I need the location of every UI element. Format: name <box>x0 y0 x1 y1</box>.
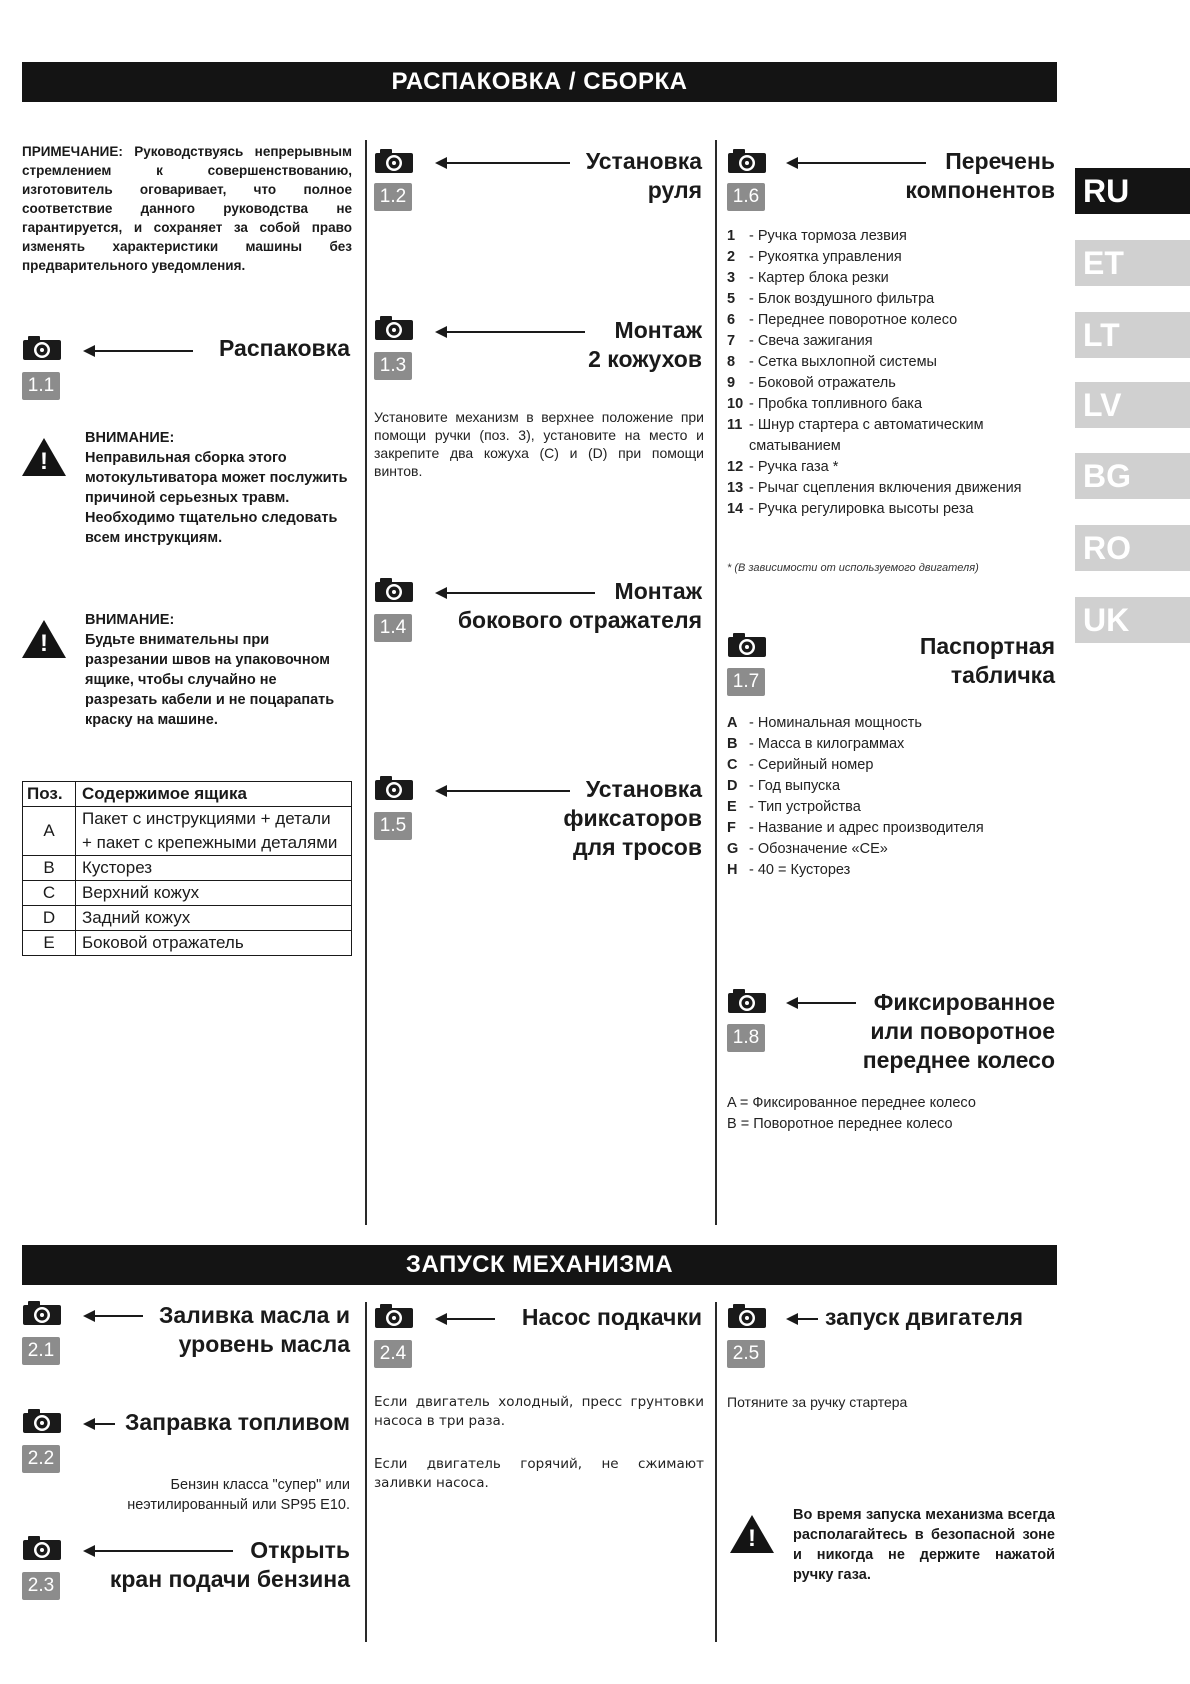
language-tab-ro[interactable]: RO <box>1075 525 1190 571</box>
list-item <box>727 247 1057 268</box>
engine-footnote: * (В зависимости от используемого двигателя) <box>727 562 979 574</box>
column-divider <box>365 1302 367 1642</box>
list-item <box>727 394 1057 415</box>
language-tab-uk[interactable]: UK <box>1075 597 1190 643</box>
heading-line: Перечень <box>945 148 1055 174</box>
heading-line: табличка <box>950 662 1055 688</box>
item-label: - Сетка выхлопной системы <box>749 354 937 370</box>
table-cell: Задний кожух <box>76 906 352 931</box>
fuel-spec-line: Бензин класса "супер" или <box>170 1477 350 1493</box>
camera-icon <box>22 1408 62 1434</box>
heading-components <box>840 147 1055 205</box>
item-letter: A <box>727 715 738 731</box>
item-number: 2 <box>727 249 736 265</box>
warning-icon: ! <box>22 438 66 476</box>
warning-icon: ! <box>730 1515 774 1553</box>
item-number: 1 <box>727 228 736 244</box>
warning-icon: ! <box>22 620 66 658</box>
components-list <box>727 226 1057 520</box>
heading-unpacking: Распаковка <box>218 335 350 361</box>
item-label: - 40 = Кусторез <box>749 862 851 878</box>
language-tab-ru[interactable]: RU <box>1075 168 1190 214</box>
heading-line: фиксаторов <box>563 805 702 831</box>
item-label: - Название и адрес производителя <box>749 820 984 836</box>
list-item <box>727 839 1057 860</box>
heading-line: Фиксированное <box>873 989 1055 1015</box>
item-number: 13 <box>727 480 744 496</box>
list-item <box>727 373 1057 394</box>
list-item <box>727 818 1057 839</box>
warning-2 <box>85 610 350 730</box>
table-cell: C <box>23 881 76 906</box>
figure-badge-1-5: 1.5 <box>374 812 412 840</box>
heading-rating-plate <box>840 632 1055 690</box>
heading-line: Заливка масла и <box>158 1302 350 1328</box>
figure-badge-1-4: 1.4 <box>374 614 412 642</box>
list-item <box>727 289 1057 310</box>
figure-badge-2-3: 2.3 <box>22 1572 60 1600</box>
heading-line: Установка <box>585 776 702 802</box>
camera-icon <box>727 988 767 1014</box>
camera-icon <box>22 335 62 361</box>
heading-line: Открыть <box>250 1537 350 1563</box>
item-label: - Блок воздушного фильтра <box>749 291 935 307</box>
list-item <box>727 713 1057 734</box>
warning-2-text: Будьте внимательны при разрезании швов на упаковочном ящике, чтобы случайно не разрезать кабели и не поцарапать краску на машине. <box>85 632 335 728</box>
table-cell: E <box>23 931 76 956</box>
item-number: 6 <box>727 312 736 328</box>
arrow-icon <box>445 1318 495 1320</box>
figure-badge-1-3: 1.3 <box>374 352 412 380</box>
list-item <box>727 797 1057 818</box>
item-label: - Номинальная мощность <box>749 715 922 731</box>
warning-1 <box>85 428 350 548</box>
item-number: 3 <box>727 270 736 286</box>
item-label: - Боковой отражатель <box>749 375 896 391</box>
guards-instructions: Установите механизм в верхнее положение при помощи ручки (поз. 3), установите на место и закрепите два кожуха (C) и (D) при помощи винтов. <box>374 409 704 479</box>
heading-primer: Насос подкачки <box>521 1304 702 1330</box>
figure-badge-2-2: 2.2 <box>22 1445 60 1473</box>
table-cell: D <box>23 906 76 931</box>
list-item <box>727 860 1057 881</box>
item-letter: F <box>727 820 736 836</box>
camera-icon <box>374 1303 414 1329</box>
box-contents-table <box>22 781 352 956</box>
table-cell: B <box>23 856 76 881</box>
table-cell: A <box>23 807 76 856</box>
heading-line: 2 кожухов <box>588 346 702 372</box>
heading-fuel-tap <box>90 1536 350 1594</box>
camera-icon <box>374 315 414 341</box>
heading-line: кран подачи бензина <box>109 1566 350 1592</box>
item-label: - Обозначение «CE» <box>749 841 888 857</box>
section-banner-start: ЗАПУСК МЕХАНИЗМА <box>22 1245 1057 1285</box>
heading-cable-clips <box>520 775 702 862</box>
list-item <box>727 226 1057 247</box>
item-number: 11 <box>727 417 743 433</box>
camera-icon <box>727 632 767 658</box>
arrow-icon <box>93 1315 143 1317</box>
figure-badge-1-8: 1.8 <box>727 1024 765 1052</box>
item-label: - Картер блока резки <box>749 270 889 286</box>
figure-badge-1-1: 1.1 <box>22 372 60 400</box>
figure-badge-2-5: 2.5 <box>727 1340 765 1368</box>
heading-engine-start: запуск двигателя <box>825 1304 1024 1330</box>
table-row <box>23 856 352 881</box>
table-cell: Боковой отражатель <box>76 931 352 956</box>
camera-icon <box>22 1300 62 1326</box>
figure-badge-1-6: 1.6 <box>727 183 765 211</box>
item-label: - Переднее поворотное колесо <box>749 312 958 328</box>
section-banner-unpacking: РАСПАКОВКА / СБОРКА <box>22 62 1057 102</box>
item-label: - Шнур стартера с автоматическим сматыванием <box>749 417 984 454</box>
item-number: 8 <box>727 354 736 370</box>
language-tab-bg[interactable]: BG <box>1075 453 1190 499</box>
table-cell: Верхний кожух <box>76 881 352 906</box>
camera-icon <box>374 577 414 603</box>
figure-badge-2-1: 2.1 <box>22 1337 60 1365</box>
column-divider <box>715 1302 717 1642</box>
item-letter: H <box>727 862 738 878</box>
figure-badge-2-4: 2.4 <box>374 1340 412 1368</box>
language-tab-lv[interactable]: LV <box>1075 382 1190 428</box>
primer-cold: Если двигатель холодный, пресс грунтовки насоса в три раза. <box>374 1394 704 1429</box>
heading-oil <box>140 1301 350 1359</box>
list-item <box>727 352 1057 373</box>
heading-guards <box>520 316 702 374</box>
list-item <box>727 478 1057 499</box>
heading-line: компонентов <box>905 177 1055 203</box>
rating-plate-list <box>727 713 1057 881</box>
item-label: - Рукоятка управления <box>749 249 902 265</box>
item-letter: C <box>727 757 738 773</box>
item-number: 9 <box>727 375 736 391</box>
table-row <box>23 906 352 931</box>
heading-line: Паспортная <box>919 633 1055 659</box>
fuel-spec-line: неэтилированный или SP95 E10. <box>127 1497 350 1513</box>
list-item <box>727 331 1057 352</box>
wheel-option: A = Фиксированное переднее колесо <box>727 1095 976 1111</box>
item-label: - Год выпуска <box>749 778 841 794</box>
figure-badge-1-2: 1.2 <box>374 183 412 211</box>
item-letter: B <box>727 736 738 752</box>
language-tab-et[interactable]: ET <box>1075 240 1190 286</box>
item-number: 14 <box>727 501 744 517</box>
arrow-icon <box>796 1318 818 1320</box>
heading-line: уровень масла <box>178 1331 350 1357</box>
heading-line: для тросов <box>572 834 702 860</box>
primer-hot: Если двигатель горячий, не сжимают заливки насоса. <box>374 1456 704 1491</box>
camera-icon <box>727 148 767 174</box>
list-item <box>727 499 1057 520</box>
table-row <box>23 881 352 906</box>
list-item <box>727 310 1057 331</box>
disclaimer-note: ПРИМЕЧАНИЕ: Руководствуясь непрерывным стремлением к совершенствованию, изготовитель оговаривает, что полное соответствие данного руководства не гарантируется, и сохраняет за собой право изменять характеристики машины без предварительного уведомления. <box>22 144 352 273</box>
list-item <box>727 734 1057 755</box>
table-cell: Кусторез <box>76 856 352 881</box>
heading-line: Монтаж <box>614 578 702 604</box>
item-label: - Тип устройства <box>749 799 861 815</box>
warning-1-title: ВНИМАНИЕ: <box>85 430 175 446</box>
item-label: - Ручка газа * <box>749 459 839 475</box>
item-letter: D <box>727 778 738 794</box>
front-wheel-options <box>727 1093 1057 1135</box>
heading-line: Монтаж <box>614 317 702 343</box>
item-label: - Рычаг сцепления включения движения <box>749 480 1022 496</box>
wheel-option: B = Поворотное переднее колесо <box>727 1116 953 1132</box>
item-label: - Масса в килограммах <box>749 736 905 752</box>
item-number: 5 <box>727 291 736 307</box>
language-tab-lt[interactable]: LT <box>1075 312 1190 358</box>
heading-fuel: Заправка топливом <box>124 1409 350 1435</box>
warning-1-text: Неправильная сборка этого мотокультиватора может послужить причиной серьезных травм. Необходимо тщательно следовать всем инструкциям. <box>85 450 348 546</box>
camera-icon <box>22 1535 62 1561</box>
camera-icon <box>374 148 414 174</box>
heading-line: бокового отражателя <box>457 607 702 633</box>
warning-2-title: ВНИМАНИЕ: <box>85 612 175 628</box>
list-item <box>727 776 1057 797</box>
heading-line: переднее колесо <box>862 1047 1055 1073</box>
item-number: 7 <box>727 333 736 349</box>
heading-line: Установка <box>585 148 702 174</box>
item-letter: G <box>727 841 739 857</box>
item-label: - Свеча зажигания <box>749 333 873 349</box>
item-label: - Серийный номер <box>749 757 874 773</box>
heading-line: или поворотное <box>870 1018 1055 1044</box>
camera-icon <box>727 1303 767 1329</box>
table-row <box>23 931 352 956</box>
item-letter: E <box>727 799 737 815</box>
list-item <box>727 268 1057 289</box>
fuel-spec <box>22 1475 350 1515</box>
table-header: Содержимое ящика <box>76 782 352 807</box>
arrow-icon <box>93 350 193 352</box>
list-item <box>727 415 1057 457</box>
heading-side-deflector <box>440 577 702 635</box>
item-label: - Ручка тормоза лезвия <box>749 228 907 244</box>
table-header: Поз. <box>23 782 76 807</box>
camera-icon <box>374 775 414 801</box>
column-divider <box>365 140 367 1225</box>
list-item <box>727 457 1057 478</box>
item-label: - Пробка топливного бака <box>749 396 923 412</box>
heading-handlebar <box>520 147 702 205</box>
heading-line: руля <box>647 177 702 203</box>
starter-instruction: Потяните за ручку стартера <box>727 1394 908 1410</box>
figure-badge-1-7: 1.7 <box>727 668 765 696</box>
item-label: - Ручка регулировка высоты реза <box>749 501 974 517</box>
column-divider <box>715 140 717 1225</box>
heading-front-wheel <box>840 988 1055 1075</box>
start-warning: Во время запуска механизма всегда располагайтесь в безопасной зоне и никогда не держите нажатой ручку газа. <box>793 1507 1055 1583</box>
item-number: 12 <box>727 459 744 475</box>
table-cell: Пакет с инструкциями + детали + пакет с крепежными деталями <box>76 807 352 856</box>
item-number: 10 <box>727 396 744 412</box>
list-item <box>727 755 1057 776</box>
table-row <box>23 807 352 856</box>
